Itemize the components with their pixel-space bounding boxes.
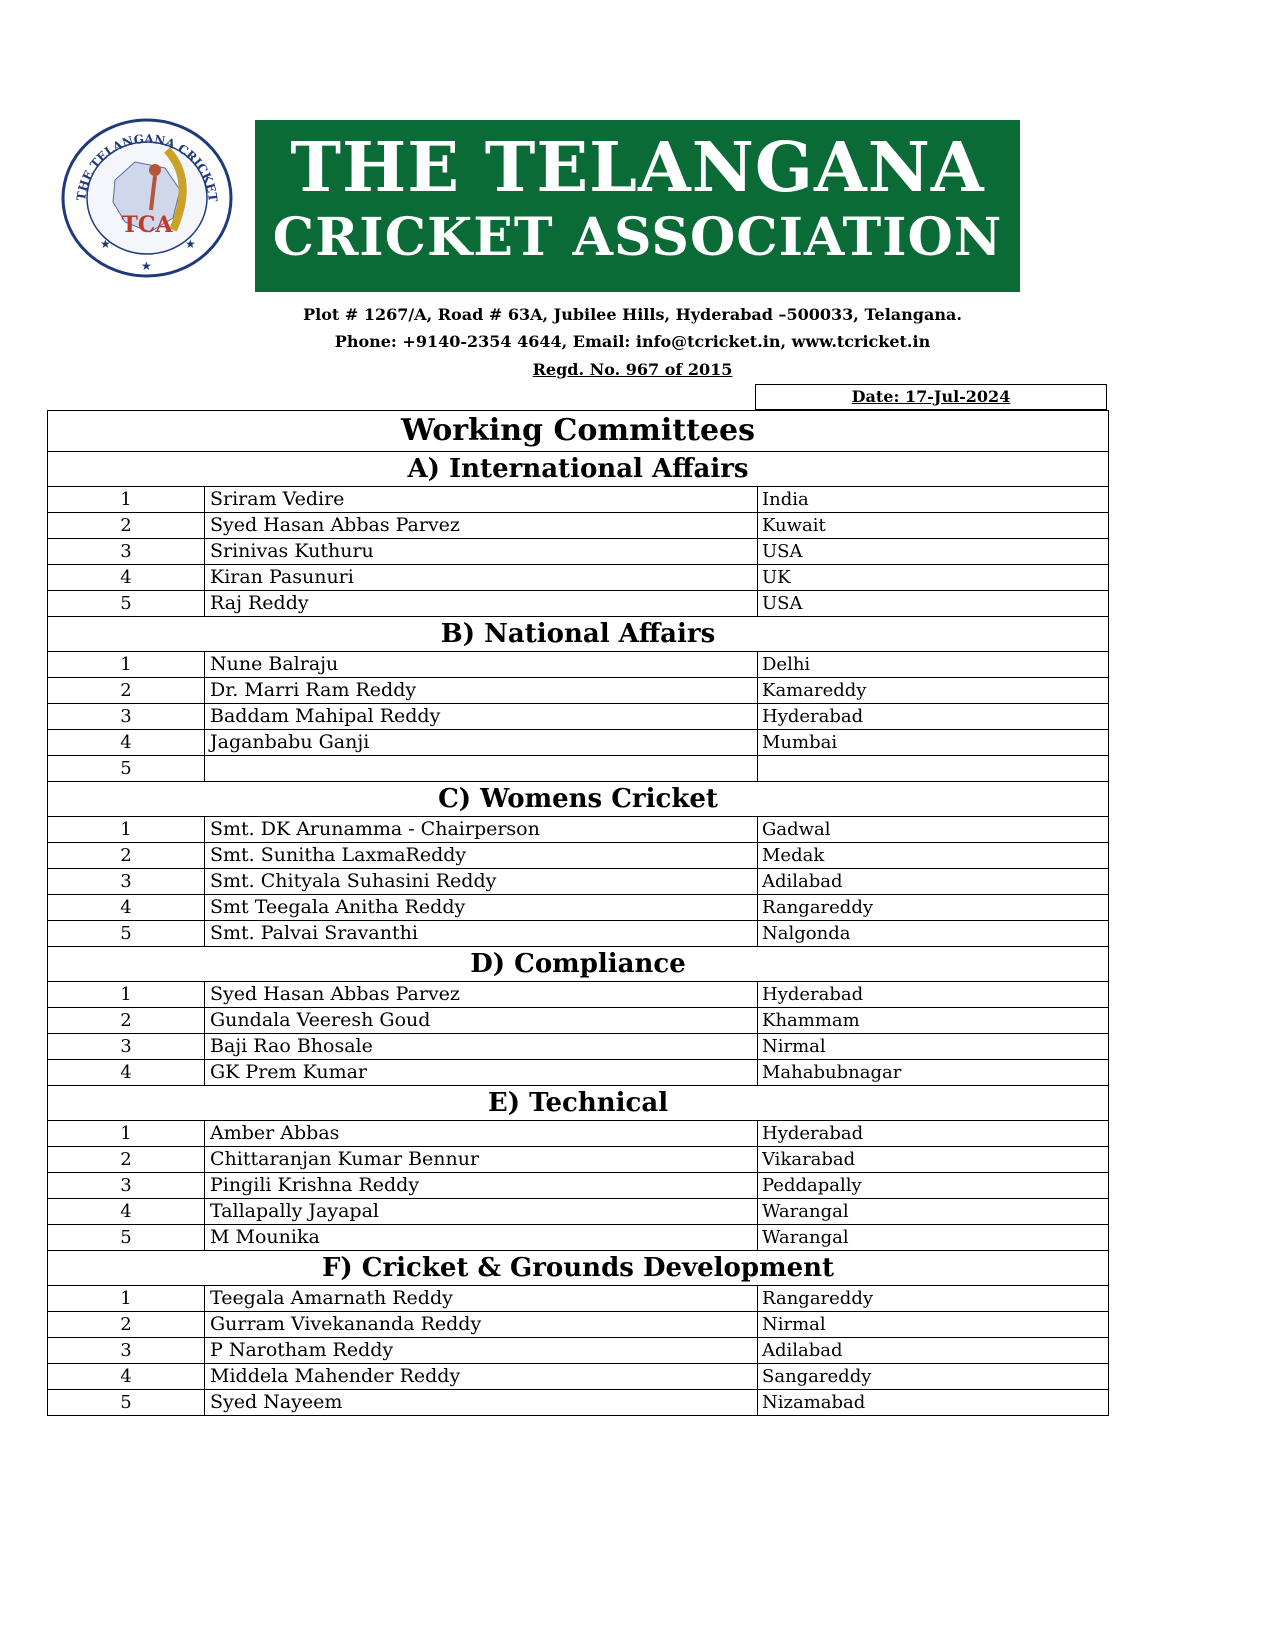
member-name: Teegala Amarnath Reddy: [205, 1286, 758, 1312]
section-heading-row: [48, 452, 1109, 487]
member-location: Delhi: [758, 652, 1109, 678]
member-name: Middela Mahender Reddy: [205, 1364, 758, 1390]
member-location: USA: [758, 591, 1109, 617]
member-row: [48, 652, 1109, 678]
member-name: Pingili Krishna Reddy: [205, 1173, 758, 1199]
member-row: [48, 1338, 1109, 1364]
member-row: [48, 1312, 1109, 1338]
member-number: 2: [48, 843, 205, 869]
svg-text:★: ★: [141, 259, 152, 273]
member-location: Khammam: [758, 1008, 1109, 1034]
title-row: [48, 411, 1109, 452]
member-name: P Narotham Reddy: [205, 1338, 758, 1364]
section-heading-row: [48, 782, 1109, 817]
member-location: [758, 756, 1109, 782]
member-number: 1: [48, 982, 205, 1008]
page-title: Working Committees: [48, 411, 1109, 452]
member-row: [48, 539, 1109, 565]
member-location: Peddapally: [758, 1173, 1109, 1199]
section-heading: B) National Affairs: [48, 617, 1109, 652]
member-number: 5: [48, 1225, 205, 1251]
member-name: Smt. Palvai Sravanthi: [205, 921, 758, 947]
member-location: Warangal: [758, 1225, 1109, 1251]
member-location: Sangareddy: [758, 1364, 1109, 1390]
member-row: [48, 1173, 1109, 1199]
logo-initials: TCA: [121, 212, 173, 238]
logo-ring-text: THE TELANGANA CRICKET: [74, 131, 221, 203]
svg-text:★: ★: [185, 237, 196, 251]
member-location: Kuwait: [758, 513, 1109, 539]
member-number: 1: [48, 1121, 205, 1147]
association-logo: [55, 110, 240, 280]
member-number: 1: [48, 652, 205, 678]
member-row: [48, 869, 1109, 895]
section-heading: A) International Affairs: [48, 452, 1109, 487]
member-location: Rangareddy: [758, 1286, 1109, 1312]
member-number: 1: [48, 817, 205, 843]
member-location: Hyderabad: [758, 704, 1109, 730]
member-row: [48, 1364, 1109, 1390]
member-row: [48, 591, 1109, 617]
address: Plot # 1267/A, Road # 63A, Jubilee Hills, Hyderabad –5000​33, Telangana.: [303, 305, 962, 324]
member-name: Nune Balraju: [205, 652, 758, 678]
member-number: 3: [48, 704, 205, 730]
member-location: Adilabad: [758, 1338, 1109, 1364]
member-row: [48, 895, 1109, 921]
section-heading: C) Womens Cricket: [48, 782, 1109, 817]
member-location: USA: [758, 539, 1109, 565]
member-number: 3: [48, 1173, 205, 1199]
member-number: 3: [48, 1338, 205, 1364]
contact-info: Phone: +9140-2354 4644, Email: info@tcricket.in, www.tcricket.in: [334, 332, 931, 351]
section-heading-row: [48, 1086, 1109, 1121]
member-row: [48, 921, 1109, 947]
committees-table: [47, 410, 1109, 1416]
member-name: Smt. Sunitha LaxmaReddy: [205, 843, 758, 869]
member-name: Gundala Veeresh Goud: [205, 1008, 758, 1034]
member-row: [48, 817, 1109, 843]
member-number: 5: [48, 921, 205, 947]
registration-number: Regd. No. 967 of 2015: [532, 360, 733, 379]
member-number: 3: [48, 869, 205, 895]
member-location: India: [758, 487, 1109, 513]
member-row: [48, 1034, 1109, 1060]
member-number: 2: [48, 1312, 205, 1338]
member-number: 2: [48, 1008, 205, 1034]
member-row: [48, 513, 1109, 539]
member-row: [48, 730, 1109, 756]
member-name: Amber Abbas: [205, 1121, 758, 1147]
member-name: Baddam Mahipal Reddy: [205, 704, 758, 730]
member-number: 4: [48, 895, 205, 921]
member-name: Raj Reddy: [205, 591, 758, 617]
member-row: [48, 565, 1109, 591]
member-row: [48, 704, 1109, 730]
svg-text:★: ★: [100, 237, 111, 251]
member-name: Srinivas Kuthuru: [205, 539, 758, 565]
member-number: 2: [48, 513, 205, 539]
member-number: 2: [48, 1147, 205, 1173]
banner-line-1: THE TELANGANA: [290, 128, 985, 208]
member-location: Mahabubnagar: [758, 1060, 1109, 1086]
member-location: Mumbai: [758, 730, 1109, 756]
section-heading-row: [48, 617, 1109, 652]
section-heading-row: [48, 947, 1109, 982]
document-date: Date: 17-Jul-2024: [755, 384, 1107, 410]
member-location: Hyderabad: [758, 1121, 1109, 1147]
member-location: Nizamabad: [758, 1390, 1109, 1416]
member-number: 3: [48, 1034, 205, 1060]
member-row: [48, 982, 1109, 1008]
member-row: [48, 487, 1109, 513]
member-row: [48, 1121, 1109, 1147]
member-name: Smt. Chityala Suhasini Reddy: [205, 869, 758, 895]
member-name: [205, 756, 758, 782]
member-number: 1: [48, 487, 205, 513]
member-location: Rangareddy: [758, 895, 1109, 921]
member-number: 5: [48, 591, 205, 617]
member-row: [48, 1199, 1109, 1225]
member-location: Nirmal: [758, 1034, 1109, 1060]
member-location: Kamareddy: [758, 678, 1109, 704]
section-heading: F) Cricket & Grounds Development: [48, 1251, 1109, 1286]
member-row: [48, 1225, 1109, 1251]
member-name: Baji Rao Bhosale: [205, 1034, 758, 1060]
member-name: Sriram Vedire: [205, 487, 758, 513]
member-row: [48, 843, 1109, 869]
member-row: [48, 1060, 1109, 1086]
member-number: 4: [48, 1364, 205, 1390]
member-name: GK Prem Kumar: [205, 1060, 758, 1086]
member-location: Warangal: [758, 1199, 1109, 1225]
member-number: 4: [48, 565, 205, 591]
member-name: Gurram Vivekananda Reddy: [205, 1312, 758, 1338]
member-name: Syed Hasan Abbas Parvez: [205, 982, 758, 1008]
member-row: [48, 1390, 1109, 1416]
member-number: 4: [48, 1060, 205, 1086]
member-name: Dr. Marri Ram Reddy: [205, 678, 758, 704]
section-heading-row: [48, 1251, 1109, 1286]
member-location: UK: [758, 565, 1109, 591]
member-number: 1: [48, 1286, 205, 1312]
member-name: Syed Nayeem: [205, 1390, 758, 1416]
association-banner: [255, 120, 1020, 292]
section-heading: E) Technical: [48, 1086, 1109, 1121]
member-row: [48, 756, 1109, 782]
member-number: 3: [48, 539, 205, 565]
member-location: Vikarabad: [758, 1147, 1109, 1173]
member-name: Smt. DK Arunamma - Chairperson: [205, 817, 758, 843]
member-location: Hyderabad: [758, 982, 1109, 1008]
member-name: Kiran Pasunuri: [205, 565, 758, 591]
section-heading: D) Compliance: [48, 947, 1109, 982]
member-name: Smt Teegala Anitha Reddy: [205, 895, 758, 921]
member-row: [48, 1147, 1109, 1173]
member-name: Syed Hasan Abbas Parvez: [205, 513, 758, 539]
member-row: [48, 678, 1109, 704]
banner-line-2: CRICKET ASSOCIATION: [272, 207, 1003, 268]
member-name: M Mounika: [205, 1225, 758, 1251]
member-number: 4: [48, 1199, 205, 1225]
member-name: Tallapally Jayapal: [205, 1199, 758, 1225]
member-row: [48, 1008, 1109, 1034]
member-location: Adilabad: [758, 869, 1109, 895]
member-number: 2: [48, 678, 205, 704]
member-name: Chittaranjan Kumar Bennur: [205, 1147, 758, 1173]
member-location: Nalgonda: [758, 921, 1109, 947]
member-location: Nirmal: [758, 1312, 1109, 1338]
member-number: 4: [48, 730, 205, 756]
member-number: 5: [48, 1390, 205, 1416]
member-row: [48, 1286, 1109, 1312]
member-location: Medak: [758, 843, 1109, 869]
member-location: Gadwal: [758, 817, 1109, 843]
member-name: Jaganbabu Ganji: [205, 730, 758, 756]
member-number: 5: [48, 756, 205, 782]
